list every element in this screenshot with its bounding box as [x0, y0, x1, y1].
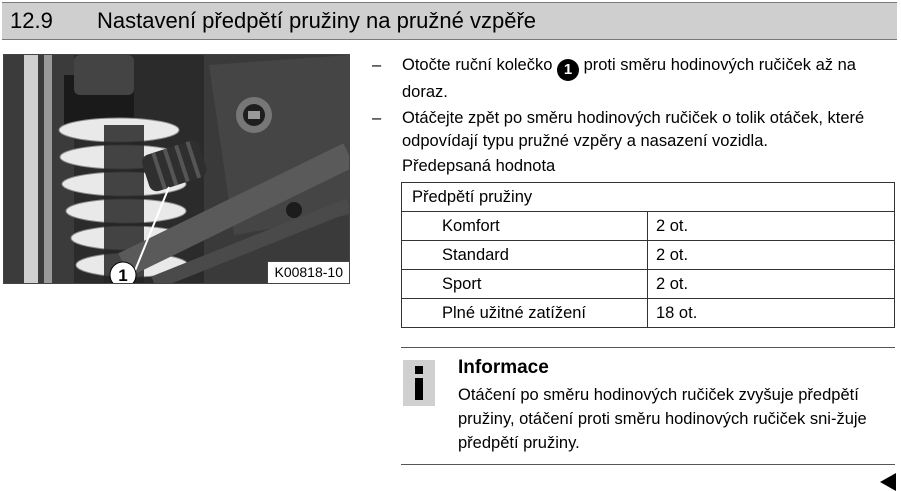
row-label: Sport	[402, 270, 648, 299]
step-1-text-after: proti směru hodinových ručiček až na doraz.	[402, 56, 856, 101]
table-row	[402, 241, 895, 270]
info-icon	[403, 360, 435, 406]
section-number: 12.9	[10, 8, 53, 33]
table-title: Předpětí pružiny	[402, 183, 895, 212]
step-1-dash: –	[372, 56, 382, 74]
table-row	[402, 299, 895, 328]
row-value: 18 ot.	[648, 299, 895, 328]
info-text: Otáčení po směru hodinových ručiček zvyšuje předpětí pružiny, otáčení proti směru hodinových ručiček sni-žuje předpětí pružiny.	[458, 386, 867, 452]
row-label: Standard	[402, 241, 648, 270]
figure-code: K00818-10	[267, 261, 349, 283]
row-value: 2 ot.	[648, 270, 895, 299]
section-header	[2, 2, 897, 40]
table-row	[402, 212, 895, 241]
callout-marker-1-icon: 1	[557, 59, 579, 81]
row-label: Komfort	[402, 212, 648, 241]
step-2-dash: –	[372, 109, 382, 127]
suspension-photo	[3, 54, 350, 284]
info-title: Informace	[458, 357, 549, 378]
step-1-text-before: Otočte ruční kolečko	[402, 56, 557, 74]
shock-absorber-illustration	[4, 55, 349, 283]
section-title: Nastavení předpětí pružiny na pružné vzpěře	[97, 8, 537, 33]
prescribed-value-label: Předepsaná hodnota	[402, 157, 556, 175]
info-box	[401, 347, 895, 465]
figure-callout-1: 1	[118, 266, 128, 283]
row-value: 2 ot.	[648, 212, 895, 241]
page-marker-icon	[880, 473, 896, 491]
table-header-row	[402, 183, 895, 212]
spring-preload-table	[401, 182, 895, 328]
table-row	[402, 270, 895, 299]
step-2-text: Otáčejte zpět po směru hodinových ručiček o tolik otáček, které odpovídají typu pružné vzpěry a nasazení vozidla.	[402, 109, 865, 150]
row-value: 2 ot.	[648, 241, 895, 270]
row-label: Plné užitné zatížení	[402, 299, 648, 328]
